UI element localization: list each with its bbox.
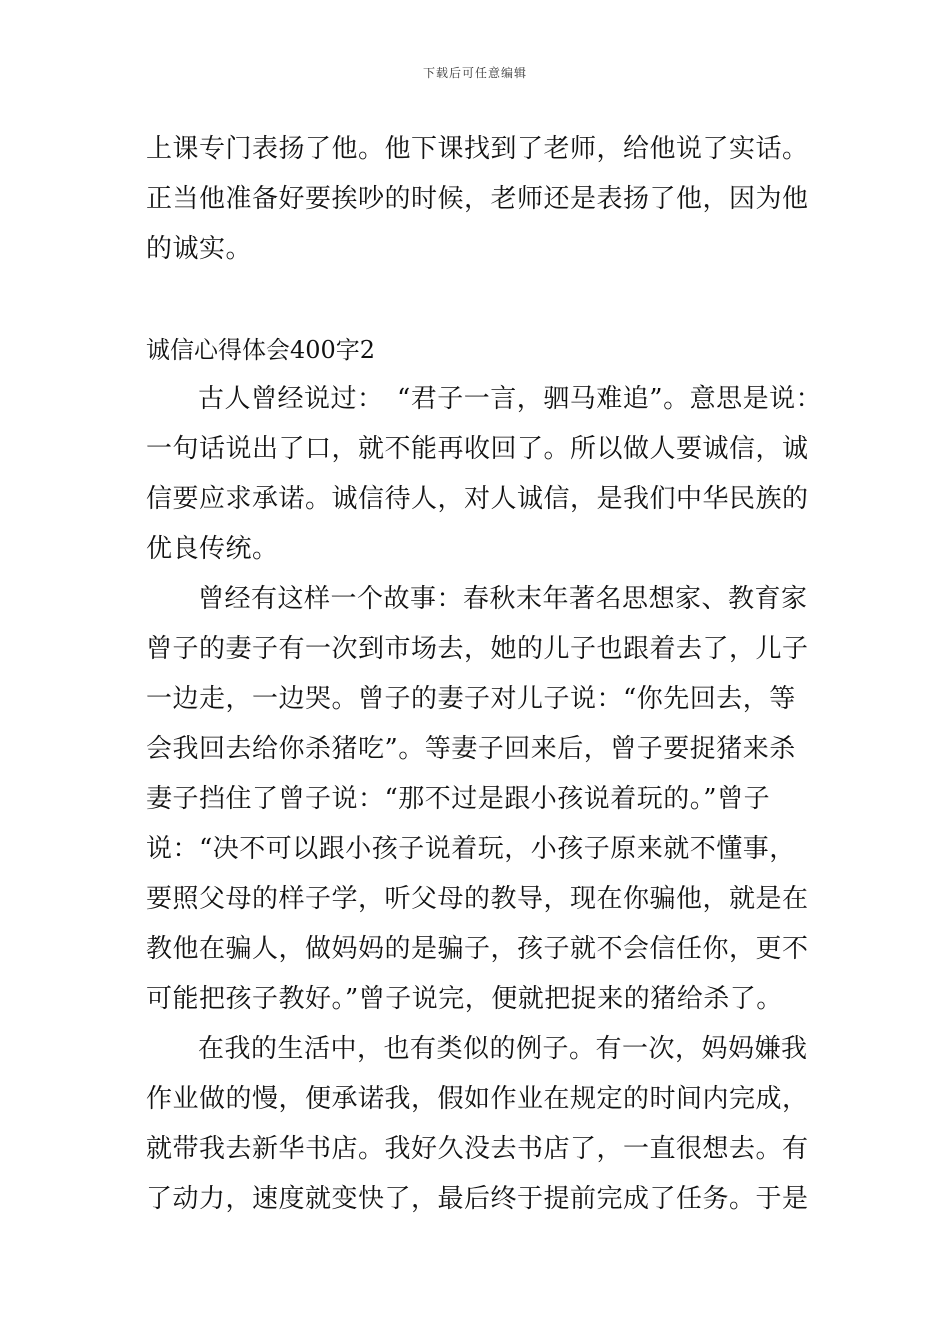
document-body: [146, 124, 823, 1224]
text-line: 作业做的慢，便承诺我，假如作业在规定的时间内完成，: [146, 1084, 809, 1114]
text-line: 的诚实。: [146, 234, 253, 264]
text-line: 优良传统。: [146, 534, 279, 564]
section-gap: [146, 274, 810, 330]
text-line: 会我回去给你杀猪吃”。等妻子回来后，曾子要捉猪来杀: [146, 734, 796, 764]
paragraph: [146, 574, 810, 1024]
page-header: 下载后可任意编辑: [422, 66, 527, 80]
text-line: 一边走，一边哭。曾子的妻子对儿子说：“你先回去，等: [146, 684, 796, 714]
text-line: 曾经有这样一个故事：春秋末年著名思想家、教育家: [198, 584, 808, 614]
paragraph-continued: [146, 124, 810, 274]
text-line: 曾子的妻子有一次到市场去，她的儿子也跟着去了，儿子: [146, 634, 809, 664]
text-line: 古人曾经说过： “君子一言，驷马难追”。意思是说：: [198, 384, 823, 414]
text-line: 妻子挡住了曾子说：“那不过是跟小孩说着玩的。”曾子: [146, 784, 771, 814]
text-line: 说：“决不可以跟小孩子说着玩，小孩子原来就不懂事，: [146, 834, 796, 864]
text-line: 可能把孩子教好。”曾子说完，便就把捉来的猪给杀了。: [146, 984, 783, 1014]
text-line: 正当他准备好要挨吵的时候，老师还是表扬了他，因为他: [146, 184, 809, 214]
text-line: 教他在骗人，做妈妈的是骗子，孩子就不会信任你，更不: [146, 934, 809, 964]
text-line: 要照父母的样子学，听父母的教导，现在你骗他，就是在: [146, 884, 809, 914]
text-line: 一句话说出了口，就不能再收回了。所以做人要诚信，诚: [146, 434, 809, 464]
paragraph: [146, 1024, 810, 1224]
section-title: 诚信心得体会400字2: [146, 336, 376, 364]
text-line: 信要应求承诺。诚信待人，对人诚信，是我们中华民族的: [146, 484, 809, 514]
text-line: 上课专门表扬了他。他下课找到了老师，给他说了实话。: [146, 134, 809, 164]
text-line: 了动力，速度就变快了，最后终于提前完成了任务。于是: [146, 1184, 809, 1214]
paragraph: [146, 374, 823, 574]
text-line: 在我的生活中，也有类似的例子。有一次，妈妈嫌我: [198, 1034, 808, 1064]
text-line: 就带我去新华书店。我好久没去书店了，一直很想去。有: [146, 1134, 809, 1164]
